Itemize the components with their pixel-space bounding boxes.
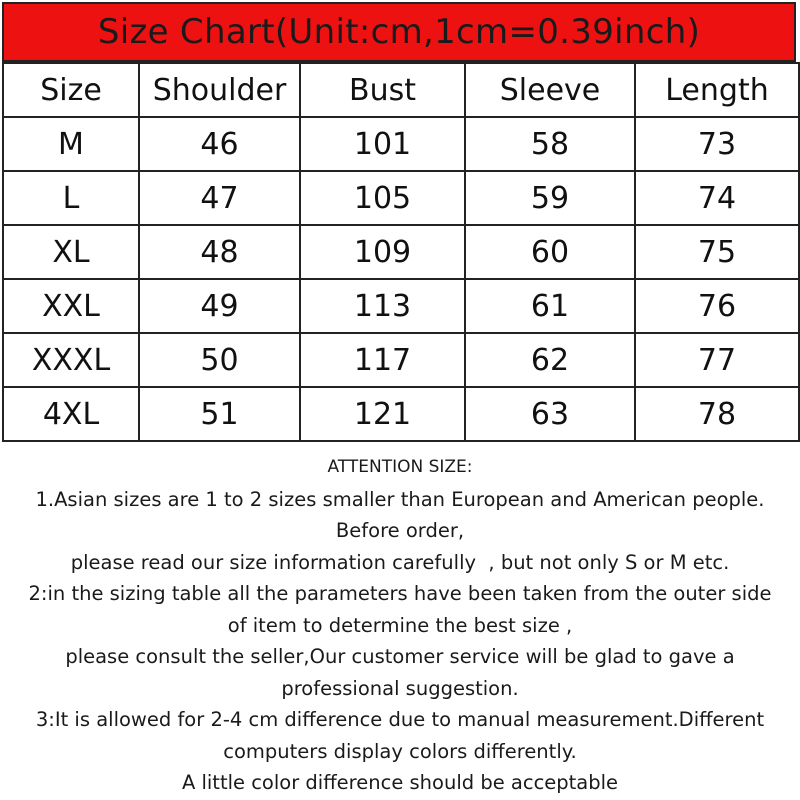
table-row [3, 117, 799, 171]
attention-notes [0, 452, 800, 799]
note-line: Before order, [335, 519, 465, 542]
cell-sleeve: 58 [465, 117, 635, 171]
cell-length: 76 [635, 279, 799, 333]
notes-heading: ATTENTION SIZE: [327, 457, 473, 477]
note-line: professional suggestion. [281, 676, 519, 700]
cell-size: L [3, 171, 139, 225]
cell-length: 74 [635, 171, 799, 225]
header-sleeve: Sleeve [465, 63, 635, 117]
table-header-row [3, 63, 799, 117]
cell-size: M [3, 117, 139, 171]
size-chart-title: Size Chart(Unit:cm,1cm=0.39inch) [2, 2, 796, 62]
cell-bust: 121 [300, 387, 465, 441]
cell-size: 4XL [3, 387, 139, 441]
cell-sleeve: 59 [465, 171, 635, 225]
header-size: Size [3, 63, 139, 117]
cell-bust: 101 [300, 117, 465, 171]
header-bust: Bust [300, 63, 465, 117]
cell-length: 73 [635, 117, 799, 171]
cell-sleeve: 63 [465, 387, 635, 441]
table-row [3, 333, 799, 387]
cell-shoulder: 48 [139, 225, 300, 279]
note-line: please consult the seller,Our customer service will be glad to gave a [65, 645, 735, 668]
cell-sleeve: 61 [465, 279, 635, 333]
cell-size: XXXL [3, 333, 139, 387]
cell-shoulder: 47 [139, 171, 300, 225]
cell-length: 78 [635, 387, 799, 441]
table-row [3, 171, 799, 225]
note-line: of item to determine the best size , [227, 613, 573, 637]
cell-size: XXL [3, 279, 139, 333]
cell-sleeve: 60 [465, 225, 635, 279]
cell-shoulder: 49 [139, 279, 300, 333]
header-shoulder: Shoulder [139, 63, 300, 117]
cell-length: 75 [635, 225, 799, 279]
cell-length: 77 [635, 333, 799, 387]
cell-size: XL [3, 225, 139, 279]
size-table [2, 62, 800, 442]
cell-shoulder: 51 [139, 387, 300, 441]
note-line: computers display colors differently. [223, 739, 577, 763]
table-row [3, 225, 799, 279]
note-line: 1.Asian sizes are 1 to 2 sizes smaller than European and American people. [35, 487, 765, 511]
note-line: A little color difference should be acceptable [181, 771, 619, 794]
cell-bust: 113 [300, 279, 465, 333]
table-row [3, 279, 799, 333]
note-line: 2:in the sizing table all the parameters have been taken from the outer side [28, 582, 772, 605]
cell-bust: 105 [300, 171, 465, 225]
cell-shoulder: 46 [139, 117, 300, 171]
cell-bust: 109 [300, 225, 465, 279]
header-length: Length [635, 63, 799, 117]
cell-shoulder: 50 [139, 333, 300, 387]
cell-bust: 117 [300, 333, 465, 387]
cell-sleeve: 62 [465, 333, 635, 387]
note-line: please read our size information carefully , but not only S or M etc. [70, 550, 730, 574]
note-line: 3:It is allowed for 2-4 cm difference due to manual measurement.Different [35, 708, 765, 731]
table-row [3, 387, 799, 441]
